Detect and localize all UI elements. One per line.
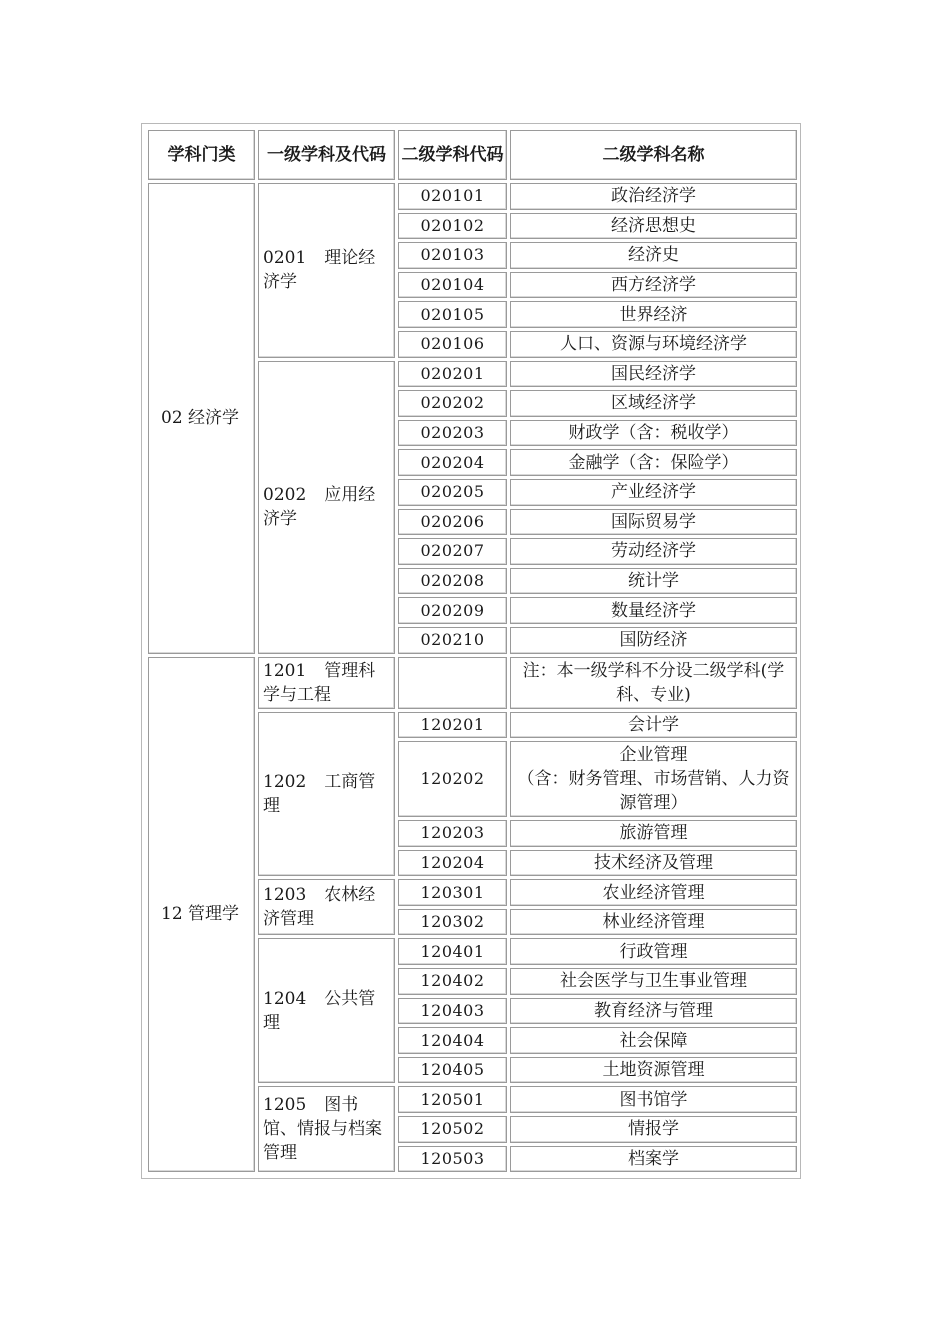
first-level-cell xyxy=(258,183,395,358)
second-name-cell: 人口、资源与环境经济学 xyxy=(510,331,797,358)
second-name-cell: 财政学（含：税收学） xyxy=(510,420,797,447)
first-level-code: 1205 xyxy=(263,1095,307,1116)
second-name-cell: 社会保障 xyxy=(510,1027,797,1054)
second-code-cell: 020103 xyxy=(398,242,507,269)
second-code-cell: 120403 xyxy=(398,998,507,1025)
first-level-name: 农林经济管理 xyxy=(263,885,376,930)
header-row xyxy=(148,130,797,180)
second-code-cell: 120402 xyxy=(398,968,507,995)
second-name-main: 企业管理 xyxy=(619,745,688,766)
first-level-cell xyxy=(258,712,395,877)
second-code-cell: 120405 xyxy=(398,1057,507,1084)
second-code-cell: 020207 xyxy=(398,538,507,565)
second-code-cell: 120201 xyxy=(398,712,507,739)
discipline-table xyxy=(145,127,800,1175)
second-name-cell: 金融学（含：保险学） xyxy=(510,449,797,476)
second-code-cell: 120502 xyxy=(398,1116,507,1143)
first-level-code: 1201 xyxy=(263,660,307,681)
second-code-cell: 120204 xyxy=(398,850,507,877)
second-name-cell: 档案学 xyxy=(510,1146,797,1173)
first-level-name: 理论经济学 xyxy=(263,248,376,293)
second-code-cell: 020208 xyxy=(398,568,507,595)
first-level-code: 1202 xyxy=(263,771,307,792)
second-code-cell: 120302 xyxy=(398,909,507,936)
second-code-cell: 120404 xyxy=(398,1027,507,1054)
first-level-name: 管理科学与工程 xyxy=(263,660,376,705)
first-level-code: 0201 xyxy=(263,248,307,269)
second-name-cell: 国民经济学 xyxy=(510,361,797,388)
second-code-cell: 020106 xyxy=(398,331,507,358)
second-code-cell: 020202 xyxy=(398,390,507,417)
second-code-cell: 020204 xyxy=(398,449,507,476)
second-name-cell: 经济思想史 xyxy=(510,213,797,240)
first-level-cell xyxy=(258,1086,395,1172)
second-name-cell: 教育经济与管理 xyxy=(510,998,797,1025)
second-name-cell: 劳动经济学 xyxy=(510,538,797,565)
second-name-cell: 社会医学与卫生事业管理 xyxy=(510,968,797,995)
second-code-cell: 120301 xyxy=(398,879,507,906)
second-name-cell: 技术经济及管理 xyxy=(510,850,797,877)
second-name-cell: 产业经济学 xyxy=(510,479,797,506)
second-code-cell: 020209 xyxy=(398,597,507,624)
first-level-name: 工商管理 xyxy=(263,771,376,816)
second-name-cell: 国防经济 xyxy=(510,627,797,654)
second-name-cell: 会计学 xyxy=(510,712,797,739)
second-code-cell: 020206 xyxy=(398,509,507,536)
second-code-cell: 020205 xyxy=(398,479,507,506)
first-level-code: 0202 xyxy=(263,485,307,506)
first-level-code: 1203 xyxy=(263,885,307,906)
second-name-cell: 西方经济学 xyxy=(510,272,797,299)
second-code-cell xyxy=(398,657,507,709)
second-code-cell: 020105 xyxy=(398,301,507,328)
second-name-cell: 世界经济 xyxy=(510,301,797,328)
header-category: 学科门类 xyxy=(148,130,255,180)
second-name-sub: （含：财务管理、市场营销、人力资源管理） xyxy=(517,769,790,814)
second-code-cell: 120401 xyxy=(398,938,507,965)
second-code-cell: 120203 xyxy=(398,820,507,847)
first-level-name: 图书馆、情报与档案管理 xyxy=(263,1095,382,1164)
first-level-cell xyxy=(258,879,395,935)
category-cell: 12 管理学 xyxy=(148,657,255,1173)
first-level-name: 应用经济学 xyxy=(263,485,376,530)
second-code-cell: 020101 xyxy=(398,183,507,210)
header-first-level: 一级学科及代码 xyxy=(258,130,395,180)
first-level-cell xyxy=(258,938,395,1083)
second-name-cell: 旅游管理 xyxy=(510,820,797,847)
first-level-code: 1204 xyxy=(263,988,307,1009)
second-name-cell: 图书馆学 xyxy=(510,1086,797,1113)
second-name-cell: 统计学 xyxy=(510,568,797,595)
table-row xyxy=(148,183,797,210)
second-name-cell: 国际贸易学 xyxy=(510,509,797,536)
second-name-cell xyxy=(510,741,797,817)
first-level-name: 公共管理 xyxy=(263,988,376,1033)
second-code-cell: 120501 xyxy=(398,1086,507,1113)
second-code-cell: 120503 xyxy=(398,1146,507,1173)
category-cell: 02 经济学 xyxy=(148,183,255,654)
second-code-cell: 020210 xyxy=(398,627,507,654)
first-level-cell xyxy=(258,361,395,654)
second-name-cell: 情报学 xyxy=(510,1116,797,1143)
second-code-cell: 120202 xyxy=(398,741,507,817)
second-name-cell: 土地资源管理 xyxy=(510,1057,797,1084)
second-name-cell: 经济史 xyxy=(510,242,797,269)
second-code-cell: 020102 xyxy=(398,213,507,240)
second-name-cell: 政治经济学 xyxy=(510,183,797,210)
second-name-cell: 农业经济管理 xyxy=(510,879,797,906)
second-code-cell: 020104 xyxy=(398,272,507,299)
second-code-cell: 020203 xyxy=(398,420,507,447)
second-name-cell: 区域经济学 xyxy=(510,390,797,417)
note-cell: 注：本一级学科不分设二级学科(学科、专业) xyxy=(510,657,797,709)
first-level-cell xyxy=(258,657,395,709)
second-code-cell: 020201 xyxy=(398,361,507,388)
header-second-code: 二级学科代码 xyxy=(398,130,507,180)
second-name-cell: 林业经济管理 xyxy=(510,909,797,936)
table-row xyxy=(148,657,797,709)
header-second-name: 二级学科名称 xyxy=(510,130,797,180)
second-name-cell: 数量经济学 xyxy=(510,597,797,624)
second-name-cell: 行政管理 xyxy=(510,938,797,965)
